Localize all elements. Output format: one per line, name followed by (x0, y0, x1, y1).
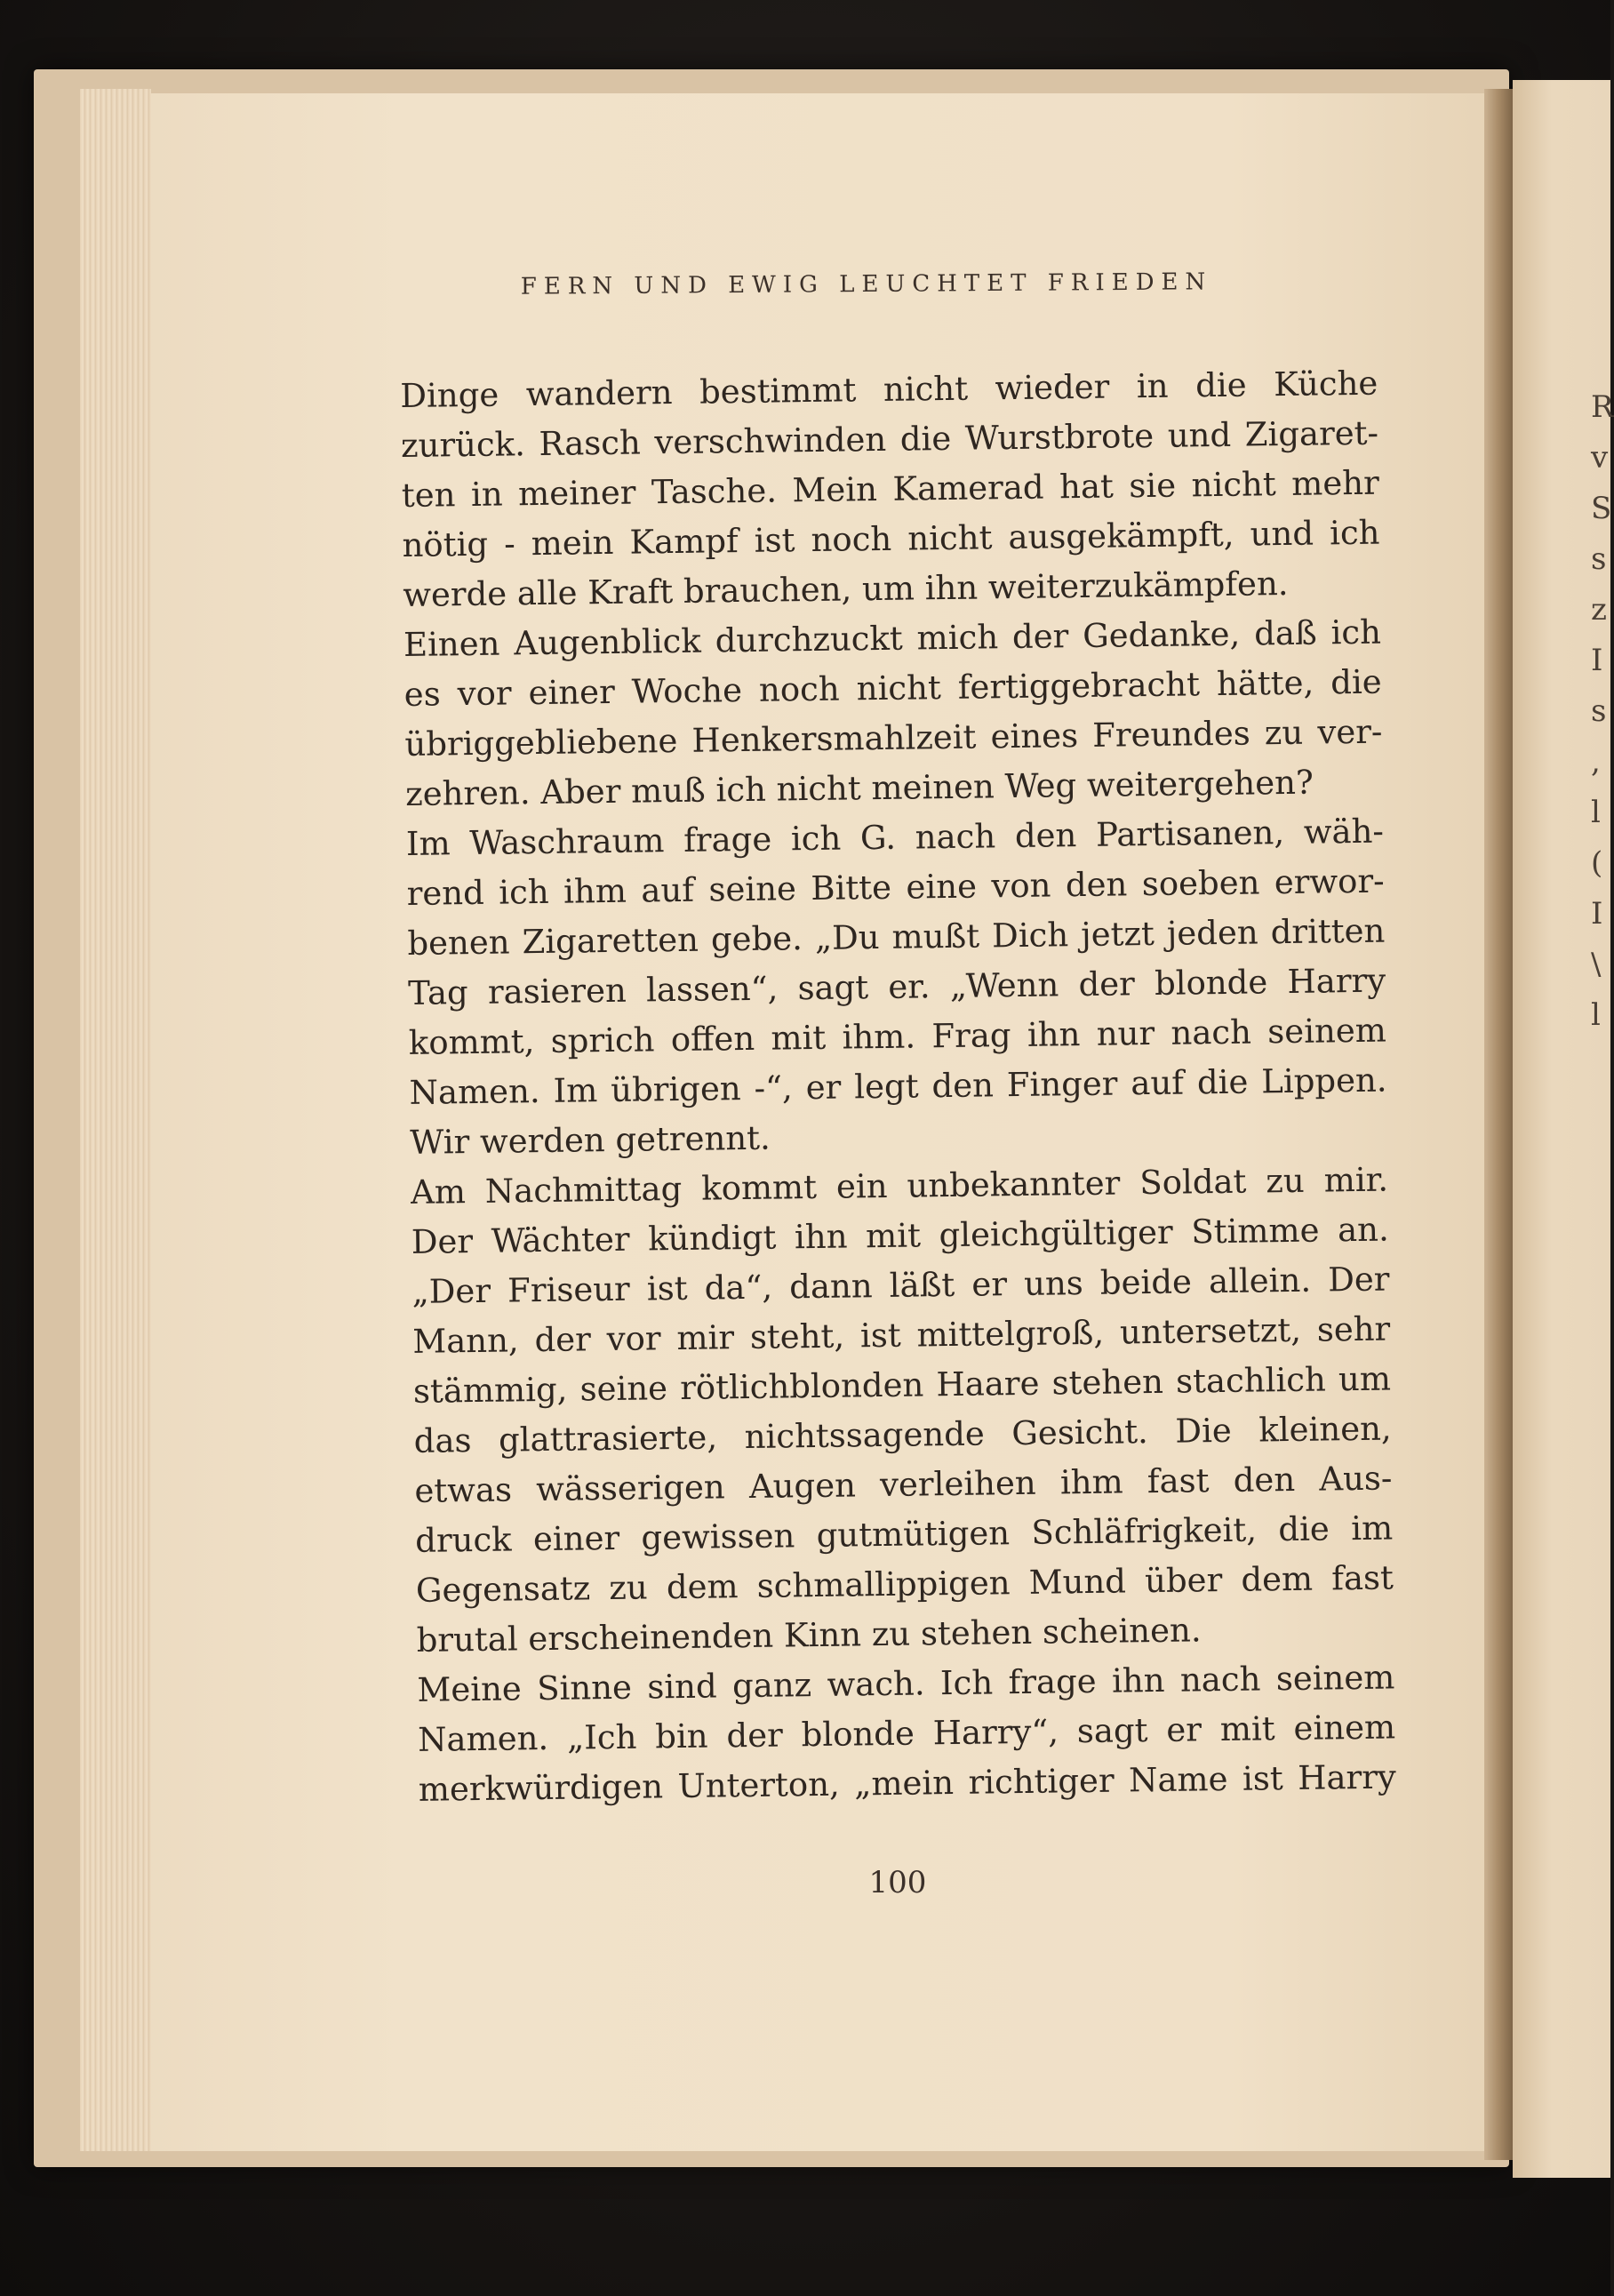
text-line: Tag rasieren lassen“, sagt er. „Wenn der blonde Harry (407, 961, 1386, 1012)
facing-page-letter: I (1591, 896, 1603, 932)
running-head: FERN UND EWIG LEUCHTET FRIEDEN (520, 268, 1213, 300)
facing-page-letter: , (1591, 744, 1601, 780)
facing-page-letter: v (1591, 440, 1609, 476)
page-number: 100 (868, 1865, 927, 1900)
text-line: Wir werden getrennt. (410, 1118, 771, 1162)
facing-page-letter: R (1591, 389, 1614, 425)
text-line: werde alle Kraft brauchen, um ihn weiterzukämpfen. (403, 564, 1289, 614)
facing-page-letter: s (1591, 693, 1607, 729)
text-line: stämmig, seine rötlichblonden Haare stehen stachlich um (412, 1359, 1392, 1411)
text-line: benen Zigaretten gebe. „Du mußt Dich jetzt jeden dritten (407, 911, 1386, 963)
facing-page-letter: s (1591, 541, 1607, 577)
text-line: ten in meiner Tasche. Mein Kamerad hat sie nicht mehr (401, 463, 1380, 515)
text-line: Meine Sinne sind ganz wach. Ich frage ihn nach seinem (417, 1658, 1395, 1709)
text-line: zurück. Rasch verschwinden die Wurstbrote und Zigaret- (400, 413, 1379, 465)
text-line: Gegensatz zu dem schmallippigen Mund über dem fast (415, 1558, 1394, 1610)
page-edges (80, 89, 151, 2151)
text-line: druck einer gewissen gutmütigen Schläfrigkeit, die im (414, 1508, 1394, 1560)
text-line: Der Wächter kündigt ihn mit gleichgültiger Stimme an. (411, 1210, 1390, 1261)
facing-page-letter: \ (1591, 947, 1602, 982)
text-line: es vor einer Woche noch nicht fertiggebracht hätte, die (404, 662, 1382, 714)
text-line: brutal erscheinenden Kinn zu stehen scheinen. (416, 1611, 1202, 1660)
facing-page-letter: l (1591, 795, 1601, 830)
facing-page-letter: l (1591, 997, 1601, 1033)
text-line: Namen. Im übrigen -“, er legt den Finger auf die Lippen. (409, 1060, 1387, 1112)
text-line: übriggebliebene Henkersmahlzeit eines Freundes zu ver- (404, 712, 1383, 764)
text-line: kommt, sprich offen mit ihm. Frag ihn nur nach seinem (408, 1011, 1387, 1062)
text-line: Am Nachmittag kommt ein unbekannter Soldat zu mir. (410, 1160, 1389, 1212)
text-line: merkwürdigen Unterton, „mein richtiger Name ist Harry (418, 1757, 1397, 1809)
facing-page-letter: I (1591, 643, 1603, 678)
text-line: „Der Friseur ist da“, dann läßt er uns beide allein. Der (411, 1260, 1390, 1311)
text-line: Einen Augenblick durchzuckt mich der Gedanke, daß ich (403, 612, 1382, 664)
facing-page-letter: z (1591, 592, 1607, 628)
text-line: rend ich ihm auf seine Bitte eine von den soeben erwor- (406, 861, 1385, 913)
facing-page-letters (1591, 382, 1614, 1041)
text-line: nötig - mein Kampf ist noch nicht ausgekämpft, und ich (402, 513, 1380, 564)
text-line: zehren. Aber muß ich nicht meinen Weg weitergehen? (404, 763, 1314, 813)
book-gutter (1484, 89, 1513, 2160)
text-line: Namen. „Ich bin der blonde Harry“, sagt er mit einem (417, 1708, 1396, 1759)
facing-page-letter: S (1591, 491, 1612, 526)
text-line: Im Waschraum frage ich G. nach den Partisanen, wäh- (405, 812, 1385, 863)
text-line: das glattrasierte, nichtssagende Gesicht. Die kleinen, (413, 1409, 1392, 1460)
text-line: Dinge wandern bestimmt nicht wieder in die Küche (400, 364, 1378, 415)
text-line: Mann, der vor mir steht, ist mittelgroß, untersetzt, sehr (412, 1309, 1391, 1361)
text-line: etwas wässerigen Augen verleihen ihm fast den Aus- (414, 1459, 1393, 1510)
facing-page-letter: ( (1591, 845, 1603, 881)
body-text (400, 359, 1396, 1815)
